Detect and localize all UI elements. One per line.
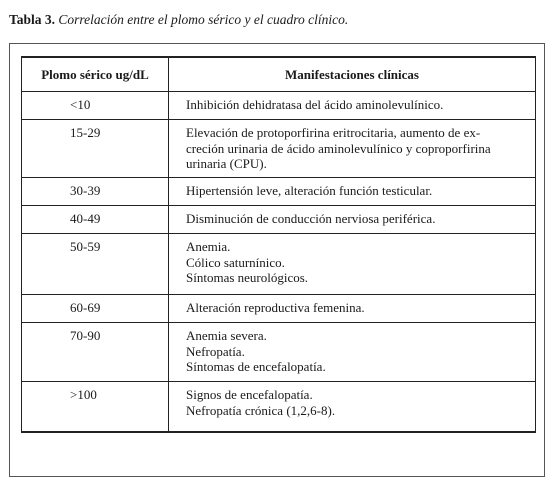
- manifestation-cell: [169, 323, 536, 382]
- header-clinical-manifestations: Manifestaciones clínicas: [169, 57, 536, 92]
- manifestation-line: Inhibición dehidratasa del ácido aminolevulínico.: [186, 97, 444, 112]
- table-row: [22, 295, 536, 323]
- header-row: [22, 57, 536, 92]
- header-lead-level: Plomo sérico ug/dL: [22, 57, 169, 92]
- manifestation-line: Cólico saturnínico.: [186, 254, 285, 270]
- table-caption: [9, 12, 348, 28]
- table-row: [22, 206, 536, 234]
- table-row: [22, 120, 536, 178]
- manifestation-line: Signos de encefalopatía.: [186, 387, 313, 402]
- caption-text: Correlación entre el plomo sérico y el cuadro clínico.: [58, 12, 349, 27]
- manifestation-line: Elevación de protoporfirina eritrocitaria, aumento de ex-: [186, 125, 481, 140]
- table-row: [22, 178, 536, 206]
- lead-range-cell: <10: [22, 92, 169, 120]
- manifestation-cell: [169, 120, 536, 178]
- manifestation-line: Síntomas de encefalopatía.: [186, 359, 326, 374]
- lead-range-cell: 30-39: [22, 178, 169, 206]
- manifestation-line: Anemia severa.: [186, 328, 267, 343]
- manifestation-line: urinaria (CPU).: [186, 156, 267, 171]
- manifestation-line: Nefropatía crónica (1,2,6-8).: [186, 402, 336, 418]
- table-row: [22, 323, 536, 382]
- manifestation-line: Anemia.: [186, 239, 231, 254]
- manifestation-line: Hipertensión leve, alteración función testicular.: [186, 183, 433, 198]
- table-row: [22, 382, 536, 433]
- manifestation-cell: [169, 382, 536, 433]
- manifestation-cell: [169, 206, 536, 234]
- manifestation-cell: [169, 92, 536, 120]
- lead-range-cell: >100: [22, 382, 169, 433]
- caption-label: Tabla 3.: [9, 12, 56, 27]
- lead-level-table: [21, 56, 536, 433]
- manifestation-cell: [169, 178, 536, 206]
- manifestation-line: Nefropatía.: [186, 343, 245, 359]
- table-row: [22, 92, 536, 120]
- manifestation-cell: [169, 234, 536, 295]
- lead-range-cell: 40-49: [22, 206, 169, 234]
- manifestation-line: Síntomas neurológicos.: [186, 270, 309, 285]
- manifestation-cell: [169, 295, 536, 323]
- manifestation-line: Disminución de conducción nerviosa periférica.: [186, 211, 436, 226]
- lead-range-cell: 70-90: [22, 323, 169, 382]
- table-row: [22, 234, 536, 295]
- manifestation-line: Alteración reproductiva femenina.: [186, 300, 365, 315]
- lead-range-cell: 15-29: [22, 120, 169, 178]
- lead-range-cell: 50-59: [22, 234, 169, 295]
- lead-range-cell: 60-69: [22, 295, 169, 323]
- manifestation-line: creción urinaria de ácido aminolevulínico y coproporfirina: [186, 140, 491, 156]
